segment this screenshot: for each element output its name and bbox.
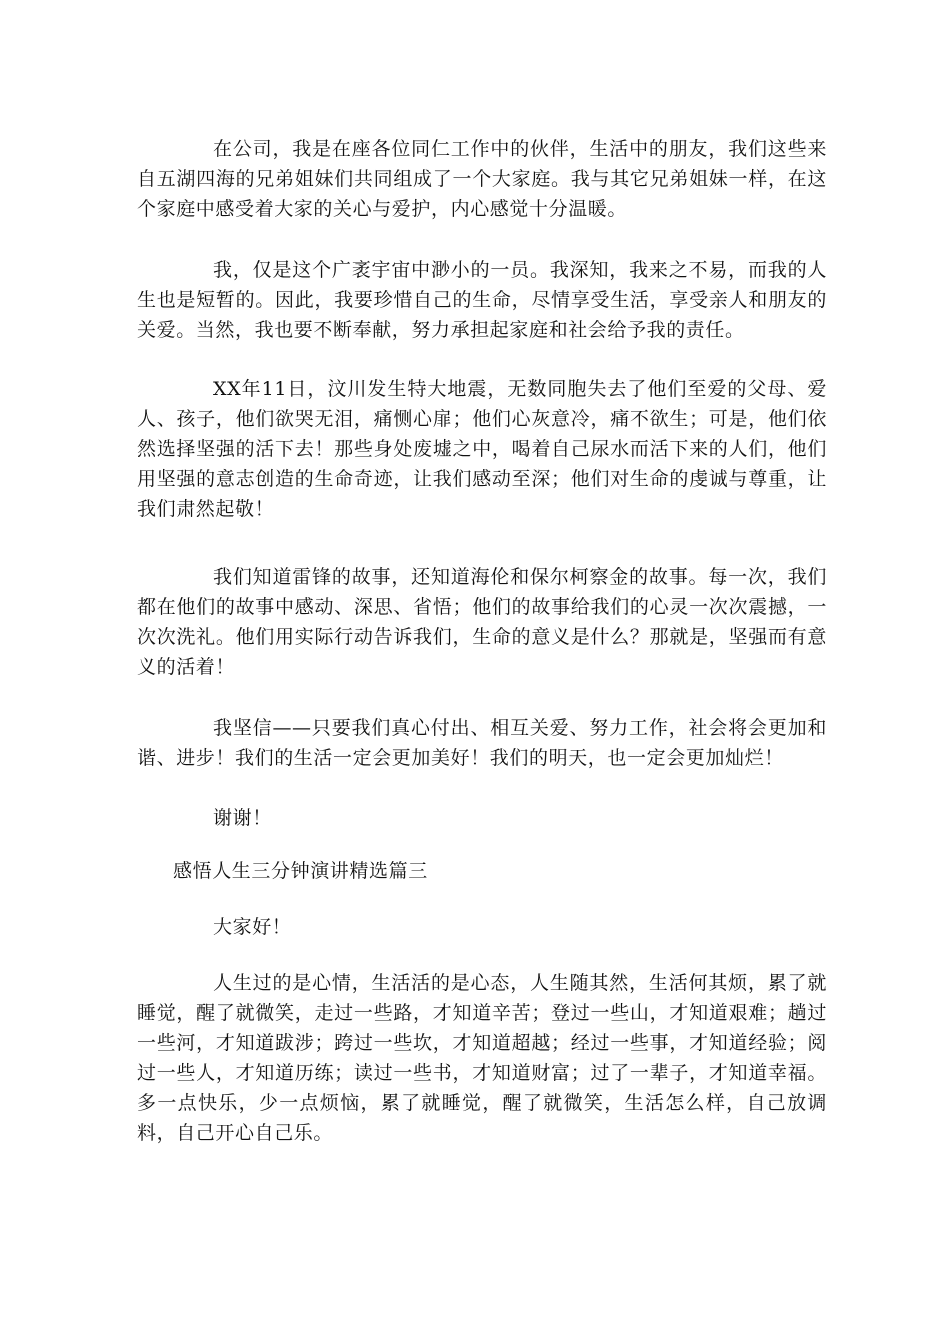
paragraph-role-models: 我们知道雷锋的故事，还知道海伦和保尔柯察金的故事。每一次，我们都在他们的故事中感动、深思、省悟；他们的故事给我们的心灵一次次震撼，一次次洗礼。他们用实际行动告诉我们，生命的意义是什么？那就是，坚强而有意义的活着！ [137, 566, 827, 678]
paragraph-company-family: 在公司，我是在座各位同仁工作中的伙伴，生活中的朋友，我们这些来自五湖四海的兄弟姐妹们共同组成了一个大家庭。我与其它兄弟姐妹一样，在这个家庭中感受着大家的关心与爱护，内心感觉十分温暖。 [137, 138, 827, 220]
paragraph-wenchuan-earthquake: XX年11日，汶川发生特大地震，无数同胞失去了他们至爱的父母、爱人、孩子，他们欲哭无泪，痛恻心扉；他们心灰意冷，痛不欲生；可是，他们依然选择坚强的活下去！那些身处废墟之中，喝着自己尿水而活下来的人们，他们用坚强的意志创造的生命奇迹，让我们感动至深；他们对生命的虔诚与尊重，让我们肃然起敬！ [137, 378, 827, 520]
paragraph-greeting: 大家好！ [213, 916, 292, 938]
paragraph-belief: 我坚信——只要我们真心付出、相互关爱、努力工作，社会将会更加和谐、进步！我们的生活一定会更加美好！我们的明天，也一定会更加灿烂！ [137, 717, 827, 769]
paragraph-thanks: 谢谢！ [213, 807, 272, 829]
paragraph-life-mood: 人生过的是心情，生活活的是心态，人生随其然，生活何其烦，累了就睡觉，醒了就微笑，走过一些路，才知道辛苦；登过一些山，才知道艰难；趟过一些河，才知道跋涉；跨过一些坎，才知道超越；经过一些事，才知道经验；阅过一些人，才知道历练；读过一些书，才知道财富；过了一辈子，才知道幸福。多一点快乐，少一点烦恼，累了就睡觉，醒了就微笑，生活怎么样，自己放调料，自己开心自己乐。 [137, 972, 827, 1144]
paragraph-cherish-life: 我，仅是这个广袤宇宙中渺小的一员。我深知，我来之不易，而我的人生也是短暂的。因此，我要珍惜自己的生命，尽情享受生活，享受亲人和朋友的关爱。当然，我也要不断奉献，努力承担起家庭和社会给予我的责任。 [137, 259, 827, 341]
section-heading: 感悟人生三分钟演讲精选篇三 [173, 860, 428, 882]
